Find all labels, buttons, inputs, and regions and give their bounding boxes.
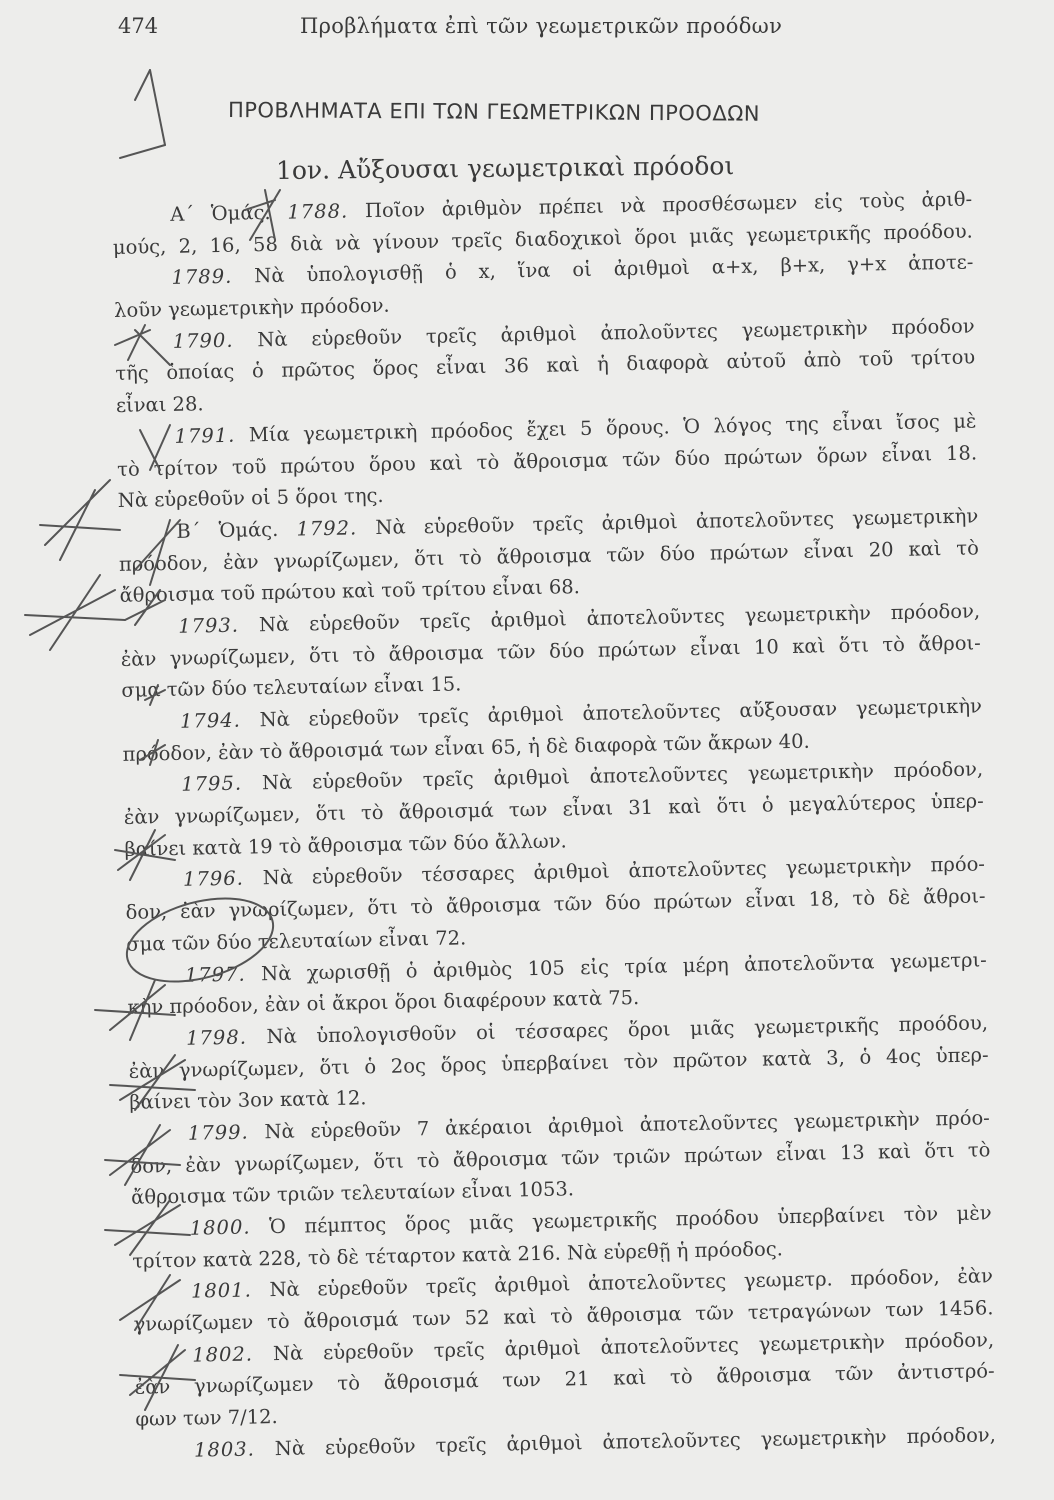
- problem-1791-line-1: 1791. Μία γεωμετρικὴ πρόοδος ἔχει 5 ὅρους. Ὁ λόγος της εἶναι ἴσος μὲ: [174, 409, 977, 448]
- problem-1798-line-2: ἐὰν γνωρίζωμεν, ὅτι ὁ 2ος ὅρος ὑπερβαίνει τὸν πρῶτον κατὰ 3, ὁ 4ος ὑπερ-: [128, 1042, 989, 1083]
- problem-number: 1792.: [296, 516, 358, 541]
- problem-1803-line-1: 1803. Νὰ εὑρεθοῦν τρεῖς ἀριθμοὶ ἀποτελοῦντες γεωμετρικὴν πρόοδον,: [193, 1423, 997, 1462]
- problem-1792-line-3: ἄθροισμα τοῦ πρώτου καὶ τοῦ τρίτου εἶναι 68.: [119, 575, 581, 608]
- problem-1791-line-3: Νὰ εὑρεθοῦν οἱ 5 ὅροι της.: [117, 484, 384, 513]
- group-label: Α΄ Ὁμάς.: [170, 200, 271, 226]
- problem-1799-line-3: ἄθροισμα τῶν τριῶν τελευταίων εἶναι 1053.: [130, 1177, 575, 1210]
- running-title: Προβλήματα ἐπὶ τῶν γεωμετρικῶν προόδων: [300, 14, 783, 38]
- problem-number: 1796.: [182, 867, 245, 892]
- problem-number: 1799.: [187, 1120, 249, 1145]
- problem-number: 1793.: [177, 613, 240, 638]
- problem-number: 1795.: [181, 771, 243, 797]
- cross-mark-icon: [40, 480, 120, 560]
- problem-1788-line-1: Α΄ Ὁμάς. 1788. Ποῖον ἀριθμὸν πρέπει νὰ προσθέσωμεν εἰς τοὺς ἀριθ-: [170, 187, 973, 226]
- problem-list: [112, 183, 996, 1467]
- problem-1794-line-2: πρόοδον, ἐὰν τὸ ἄθροισμά των εἶναι 65, ἡ δὲ διαφορὰ τῶν ἄκρων 40.: [122, 729, 810, 766]
- problem-1799-line-2: δον, ἐὰν γνωρίζωμεν, ὅτι τὸ ἄθροισμα τῶν τριῶν πρώτων εἶναι 13 καὶ ὅτι τὸ: [130, 1137, 991, 1178]
- problem-number: 1798.: [185, 1025, 248, 1050]
- problem-1796-line-2: δον, ἐὰν γνωρίζωμεν, ὅτι τὸ ἄθροισμα τῶν δύο πρώτων εἶναι 18, τὸ δὲ ἄθροι-: [125, 884, 986, 924]
- problem-1800-line-2: τρίτον κατὰ 228, τὸ δὲ τέταρτον κατὰ 216. Νὰ εὑρεθῇ ἡ πρόοδος.: [132, 1237, 784, 1273]
- problem-1802-line-1: 1802. Νὰ εὑρεθοῦν τρεῖς ἀριθμοὶ ἀποτελοῦντες γεωμετρικὴν πρόοδον,: [191, 1328, 995, 1367]
- problem-number: 1789.: [171, 265, 233, 290]
- problem-1792-line-1: Β΄ Ὁμάς. 1792. Νὰ εὑρεθοῦν τρεῖς ἀριθμοὶ ἀποτελοῦντες γεωμετρικὴν: [176, 504, 979, 543]
- problem-number: 1794.: [179, 708, 242, 733]
- problem-number: 1788.: [287, 199, 349, 224]
- problem-1792-line-2: πρόοδον, ἐὰν γνωρίζωμεν, ὅτι τὸ ἄθροισμα τῶν δύο πρώτων εἶναι 20 καὶ τὸ: [118, 535, 980, 576]
- problem-1798-line-3: βαίνει τὸν 3ον κατὰ 12.: [129, 1086, 367, 1115]
- problem-1801-line-2: γνωρίζωμεν τὸ ἄθροισμά των 52 καὶ τὸ ἄθροισμα τῶν τετραγώνων των 1456.: [133, 1296, 994, 1336]
- problem-1796-line-1: 1796. Νὰ εὑρεθοῦν τέσσαρες ἀριθμοὶ ἀποτελοῦντες γεωμετρικὴν πρόο-: [182, 852, 986, 892]
- problem-1795-line-2: ἐὰν γνωρίζωμεν, ὅτι τὸ ἄθροισμά των εἶναι 31 καὶ ὅτι ὁ μεγαλύτερος ὑπερ-: [123, 789, 984, 829]
- problem-1791-line-2: τὸ τρίτον τοῦ πρώτου ὅρου καὶ τὸ ἄθροισμα τῶν δύο πρώτων ὅρων εἶναι 18.: [116, 440, 978, 481]
- problem-1802-line-3: φων των 7/12.: [135, 1405, 278, 1431]
- page-header: [0, 14, 1054, 44]
- problem-1800-line-1: 1800. Ὁ πέμπτος ὅρος μιᾶς γεωμετρικῆς προόδου ὑπερβαίνει τὸν μὲν: [189, 1201, 992, 1240]
- problem-1789-line-1: 1789. Νὰ ὑπολογισθῇ ὁ x, ἵνα οἱ ἀριθμοὶ α+x, β+x, γ+x ἀποτε-: [171, 250, 974, 290]
- problem-1798-line-1: 1798. Νὰ ὑπολογισθοῦν οἱ τέσσαρες ὅροι μιᾶς γεωμετρικῆς προόδου,: [185, 1011, 989, 1050]
- problem-number: 1803.: [193, 1437, 256, 1462]
- problem-1796-line-3: σμα τῶν δύο τελευταίων εἶναι 72.: [126, 926, 467, 956]
- problem-number: 1800.: [189, 1215, 251, 1240]
- handwritten-one-mark: [120, 70, 165, 158]
- problem-1795-line-1: 1795. Νὰ εὑρεθοῦν τρεῖς ἀριθμοὶ ἀποτελοῦντες γεωμετρικὴν πρόοδον,: [181, 757, 984, 797]
- problem-number: 1797.: [184, 962, 246, 987]
- problem-1789-line-2: λοῦν γεωμετρικὴν πρόοδον.: [113, 293, 390, 323]
- problem-1801-line-1: 1801. Νὰ εὑρεθοῦν τρεῖς ἀριθμοὶ ἀποτελοῦντες γεωμετρ. πρόοδον, ἐὰν: [190, 1264, 994, 1304]
- problem-1797-line-1: 1797. Νὰ χωρισθῇ ὁ ἀριθμὸς 105 εἰς τρία μέρη ἀποτελοῦντα γεωμετρι-: [184, 947, 987, 987]
- section-heading: ΠΡΟΒΛΗΜΑΤΑ ΕΠΙ ΤΩΝ ΓΕΩΜΕΤΡΙΚΩΝ ΠΡΟΟΔΩΝ: [227, 98, 761, 126]
- subheading: 1ον. Αὔξουσαι γεωμετρικαὶ πρόοδοι: [275, 151, 735, 185]
- problem-1794-line-1: 1794. Νὰ εὑρεθοῦν τρεῖς ἀριθμοὶ ἀποτελοῦντες αὔξουσαν γεωμετρικὴν: [179, 694, 983, 733]
- problem-number: 1802.: [191, 1342, 254, 1367]
- problem-1790-line-1: 1790. Νὰ εὑρεθοῦν τρεῖς ἀριθμοὶ ἀπολοῦντες γεωμετρικὴν πρόοδον: [172, 314, 975, 353]
- problem-1793-line-1: 1793. Νὰ εὑρεθοῦν τρεῖς ἀριθμοὶ ἀποτελοῦντες γεωμετρικὴν πρόοδον,: [177, 599, 981, 638]
- problem-1795-line-3: βαίνει κατὰ 19 τὸ ἄθροισμα τῶν δύο ἄλλων.: [124, 829, 567, 861]
- problem-1788-line-2: μούς, 2, 16, 58 διὰ νὰ γίνουν τρεῖς διαδοχικοὶ ὅροι μιᾶς γεωμετρικῆς προόδου.: [112, 219, 973, 259]
- problem-1802-line-2: ἐὰν γνωρίζωμεν τὸ ἄθροισμά των 21 καὶ τὸ ἄθροισμα τῶν ἀντιστρό-: [134, 1359, 995, 1400]
- problem-1793-line-3: σμα τῶν δύο τελευταίων εἶναι 15.: [121, 672, 462, 703]
- problem-1793-line-2: ἐὰν γνωρίζωμεν, ὅτι τὸ ἄθροισμα τῶν δύο πρώτων εἶναι 10 καὶ ὅτι τὸ ἄθροι-: [120, 631, 981, 671]
- problem-number: 1801.: [190, 1278, 253, 1304]
- problem-1799-line-1: 1799. Νὰ εὑρεθοῦν 7 ἀκέραιοι ἀριθμοὶ ἀποτελοῦντες γεωμετρικὴν πρόο-: [187, 1106, 991, 1145]
- problem-number: 1790.: [172, 328, 234, 353]
- problem-1790-line-3: εἶναι 28.: [115, 392, 204, 418]
- page-number: 474: [118, 14, 159, 38]
- problem-1797-line-2: κὴν πρόοδον, ἐὰν οἱ ἄκροι ὅροι διαφέρουν κατὰ 75.: [127, 986, 640, 1020]
- problem-1790-line-2: τῆς ὁποίας ὁ πρῶτος ὅρος εἶναι 36 καὶ ἡ διαφορὰ αὐτοῦ ἀπὸ τοῦ τρίτου: [115, 345, 976, 386]
- problem-number: 1791.: [174, 423, 236, 448]
- group-label: Β΄ Ὁμάς.: [176, 517, 279, 543]
- cross-mark-icon: [25, 575, 125, 650]
